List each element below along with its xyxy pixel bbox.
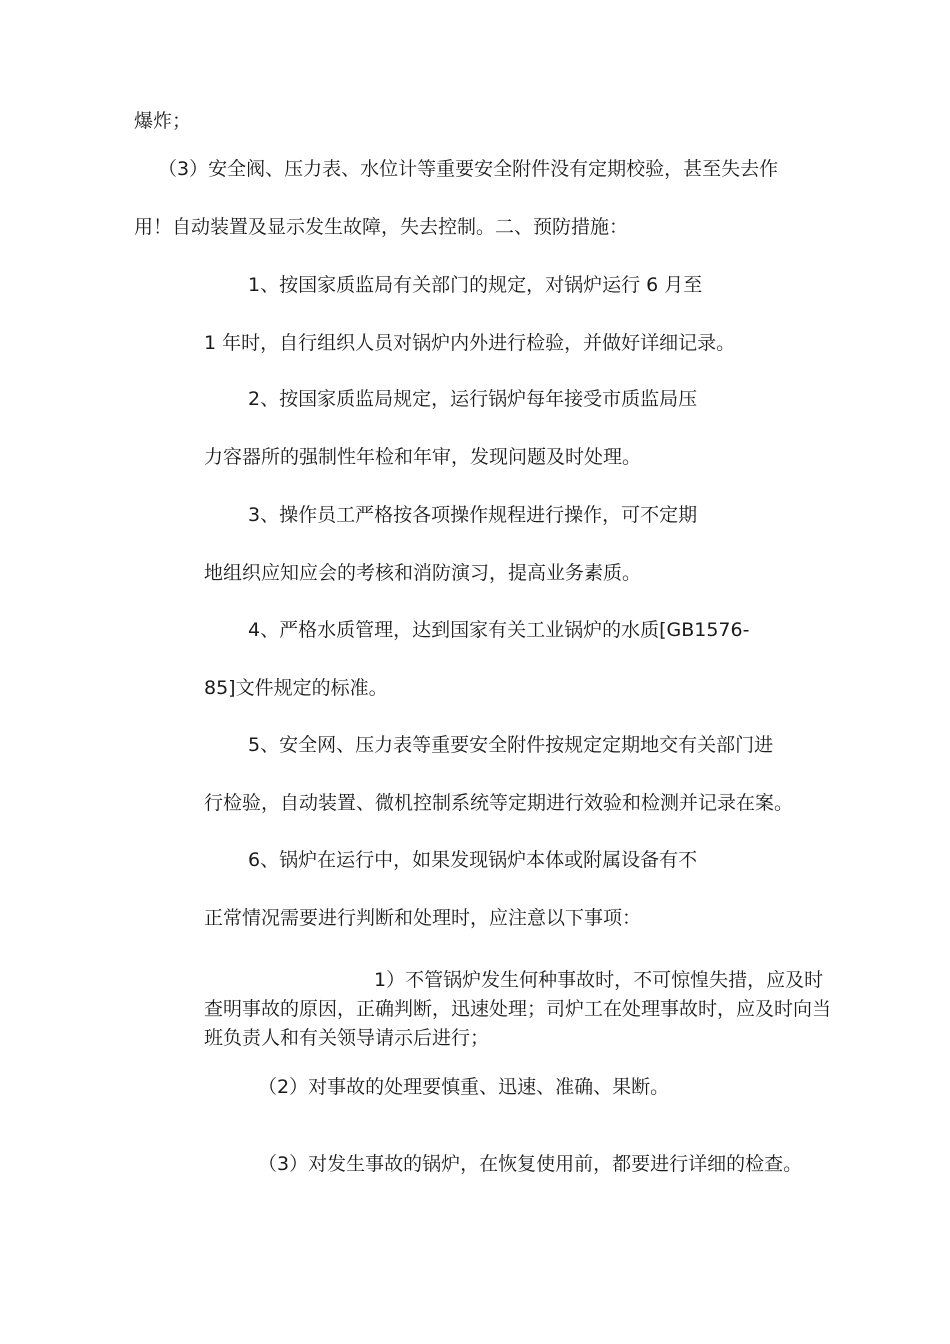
sub-item-2: （2）对事故的处理要慎重、迅速、准确、果断。 (258, 1076, 670, 1098)
text-line: 用！自动装置及显示发生故障，失去控制。二、预防措施： (134, 216, 629, 238)
list-item-4-line-2: 85]文件规定的标准。 (204, 677, 388, 699)
list-item-5-line-2: 行检验，自动装置、微机控制系统等定期进行效验和检测并记录在案。 (204, 792, 794, 814)
list-item-2-line-1: 2、按国家质监局规定，运行锅炉每年接受市质监局压 (248, 388, 698, 410)
list-item-3-line-2: 地组织应知应会的考核和消防演习，提高业务素质。 (204, 562, 642, 584)
list-item-6-line-2: 正常情况需要进行判断和处理时，应注意以下事项： (204, 907, 642, 929)
list-item-6-line-1: 6、锅炉在运行中，如果发现锅炉本体或附属设备有不 (248, 849, 698, 871)
list-item-2-line-2: 力容器所的强制性年检和年审，发现问题及时处理。 (204, 446, 642, 468)
list-item-1-line-2: 1 年时，自行组织人员对锅炉内外进行检验，并做好详细记录。 (204, 332, 736, 354)
text-line: 爆炸； (134, 110, 192, 132)
list-item-3-line-1: 3、操作员工严格按各项操作规程进行操作，可不定期 (248, 504, 698, 526)
sub-item-1: 1）不管锅炉发生何种事故时，不可惊惶失措，应及时查明事故的原因，正确判断，迅速处理；司炉工在处理事故时，应及时向当班负责人和有关领导请示后进行； (204, 969, 832, 1049)
list-item-5-line-1: 5、安全网、压力表等重要安全附件按规定定期地交有关部门进 (248, 734, 774, 756)
list-item-1-line-1: 1、按国家质监局有关部门的规定，对锅炉运行 6 月至 (248, 274, 703, 296)
sub-item-3: （3）对发生事故的锅炉，在恢复使用前，都要进行详细的检查。 (258, 1153, 803, 1175)
list-item-4-line-1: 4、严格水质管理，达到国家有关工业锅炉的水质[GB1576- (248, 619, 750, 641)
text-line: （3）安全阀、压力表、水位计等重要安全附件没有定期校验，甚至失去作 (158, 158, 779, 180)
